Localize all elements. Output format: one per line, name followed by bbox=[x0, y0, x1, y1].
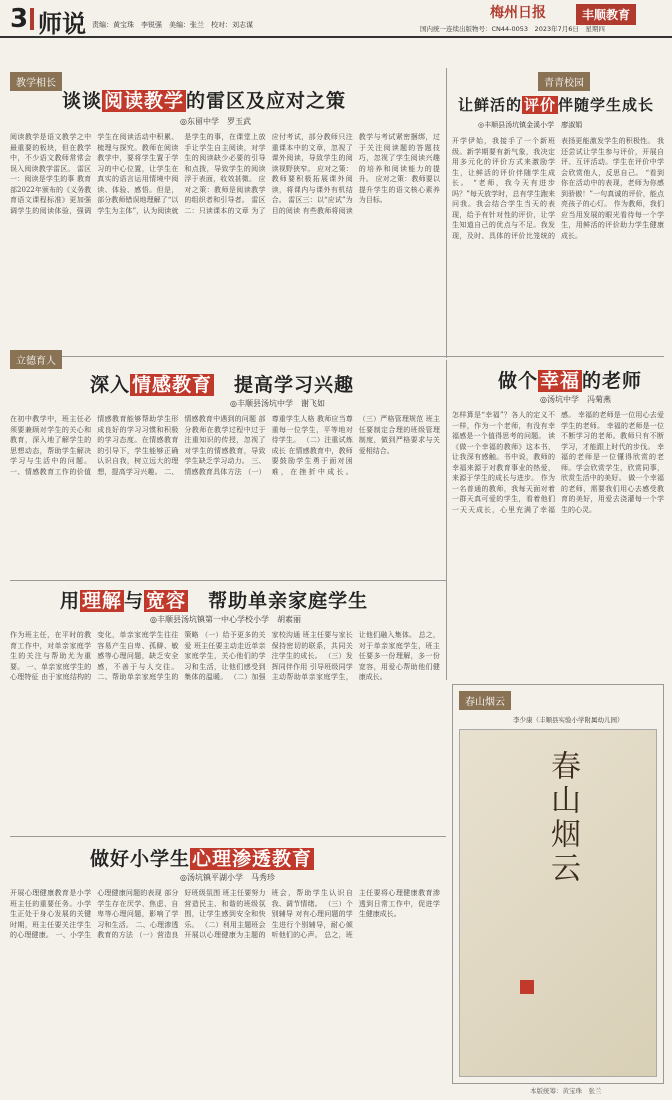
article5-body: 作为班主任，在平时的教育工作中，对单亲家庭学生的关注与帮助尤为重要。 一、单亲家庭学生的心理特征 由于家庭结构的变化，单亲家庭学生往往容易产生自卑、孤僻、敏感等心理问题，缺乏安全感，不善于与人交往。 二、帮助单亲家庭学生的策略 （一）给予更多的关爱 班主任要主动走近单亲家庭学生，关心他们的学习和生活，让他们感受到集体的温暖。 （二）加强家校沟通 班主任要与家长保持密切的联系，共同关注学生的成长。 （三）发挥同伴作用 引导班级同学主动帮助单亲家庭学生，让他们融入集体。 总之，对于单亲家庭学生，班主任要多一份理解，多一份宽容，用爱心帮助他们健康成长。 bbox=[10, 631, 440, 681]
calligraphy-text: 春山烟云 bbox=[545, 750, 580, 886]
article1-byline: ◎东留中学 罗玉武 bbox=[180, 117, 251, 126]
article5-title: 用 理解 与 宽容 帮助单亲家庭学生 bbox=[60, 590, 369, 612]
art-feature-box bbox=[452, 684, 664, 1084]
footer-credit: 本版统筹：黄宝珠 张兰 bbox=[530, 1087, 602, 1095]
article3-byline: ◎丰顺县汤坑中学 谢飞如 bbox=[230, 399, 325, 408]
section-divider bbox=[10, 356, 664, 357]
section-divider bbox=[10, 836, 446, 837]
article5-byline: ◎丰顺县汤坑镇第一中心学校小学 胡素丽 bbox=[150, 615, 301, 624]
section-title: 师说 bbox=[38, 10, 86, 38]
newspaper-brand: 梅州日报 bbox=[490, 5, 546, 21]
article2-title: 让鲜活的 评价 伴随学生成长 bbox=[458, 96, 655, 114]
issue-info: 国内统一连续出版物号：CN44-0053 2023年7月6日 星期四 bbox=[420, 25, 605, 33]
calligraphy-artwork bbox=[459, 729, 657, 1077]
column-divider bbox=[446, 68, 447, 358]
article4-byline: ◎汤坑中学 冯菊燕 bbox=[540, 395, 611, 404]
article2-body: 开学伊始，我接手了一个新班级。新学期要有新气象，我决定用多元化的评价方式来激励学生，让鲜活的评价伴随学生成长。 “老师，我今天有进步吗？”每天放学时，总有学生跑来问我。我会结合学生当天的表现，给予有针对性的评价，让学生知道自己的优点与不足。我发现，及时、具体的评价比笼统的表扬更能激发学生的积极性。 我还尝试让学生参与评价，开展自评、互评活动。学生在评价中学会欣赏他人，反思自己。 “看到你在活动中的表现，老师为你感到骄傲！”一句真诚的评价，能点亮孩子的心灯。 作为教师，我们应当用发展的眼光看待每一个学生，用鲜活的评价助力学生健康成长。 bbox=[452, 137, 664, 240]
article7-title: 做好小学生 心理渗透教育 bbox=[90, 848, 313, 870]
page-bar-divider bbox=[30, 8, 34, 30]
article3-tag: 立德育人 bbox=[10, 350, 62, 369]
article3-body: 在初中教学中，班主任必须要兼顾对学生的关心和教育，深入地了解学生的思想动态，帮助学生解决学习与生活中的问题。 一、情感教育工作的价值 情感教育能够帮助学生形成良好的学习习惯和积极的学习态度。在情感教育的引导下，学生能够正确认识自我，树立远大的理想，提高学习兴趣。 二、情感教育中遇到的问题 部分教师在教学过程中过于注重知识的传授，忽视了对学生的情感教育，导致学生缺乏学习动力。 三、情感教育具体方法 （一）尊重学生人格 教师应当尊重每一位学生，平等地对待学生。 （二）注重试炼成长 在情感教育中，教师要鼓励学生勇于面对困难，在挫折中成长。 （三）严格管理规范 班主任要制定合理的班级管理制度，做到严格要求与关爱相结合。 bbox=[10, 415, 440, 476]
section-divider bbox=[10, 580, 446, 581]
article2-byline: ◎丰顺县汤坑镇金溪小学 廖淑娟 bbox=[478, 121, 583, 129]
masthead bbox=[0, 0, 672, 38]
article4-title: 做个 幸福 的老师 bbox=[498, 370, 643, 392]
article3-title: 深入 情感教育 提高学习兴趣 bbox=[90, 374, 355, 396]
article7-body: 开展心理健康教育是小学班主任的重要任务。小学生正处于身心发展的关键时期，班主任要关注学生的心理健康。 一、小学生心理健康问题的表现 部分学生存在厌学、焦虑、自卑等心理问题，影响了学习和生活。 二、心理渗透教育的方法 （一）营造良好班级氛围 班主任要努力营造民主、和谐的班级氛围，让学生感到安全和快乐。 （二）利用主题班会 开展以心理健康为主题的班会，帮助学生认识自我、调节情绪。 （三）个别辅导 对有心理问题的学生进行个别辅导，耐心倾听他们的心声。 总之，班主任要将心理健康教育渗透到日常工作中，促进学生健康成长。 bbox=[10, 889, 440, 939]
article2-tag: 青青校园 bbox=[538, 72, 590, 91]
edition-badge: 丰顺教育 bbox=[576, 4, 636, 25]
article6-caption: 李少康（丰顺县实验小学附属幼儿园） bbox=[513, 716, 624, 724]
editors-line: 责编：黄宝珠 李锐强 美编：张兰 校对：刘志谋 bbox=[92, 21, 253, 29]
article7-byline: ◎汤坑镇平湖小学 马秀珍 bbox=[180, 873, 275, 882]
article6-tag: 春山烟云 bbox=[459, 691, 511, 710]
article1-title: 谈谈 阅读教学 的雷区及应对之策 bbox=[62, 90, 347, 112]
article4-body: 怎样算是“幸福”？各人的定义不一样，作为一个老师，有没有幸福感是一个值得思考的问题。 读《做一个幸福的教师》这本书，让我深有感触。书中说，教师的幸福来源于对教育事业的热爱，来源于学生的成长与进步。 作为一名普通的教师，我每天面对着一群天真可爱的学生，看着他们一天天成长，心里充满了幸福感。 幸福的老师是一位用心去爱学生的老师。 幸福的老师是一位不断学习的老师。教师只有不断学习，才能跟上时代的步伐。 幸福的老师是一位懂得欣赏的老师。学会欣赏学生，欣赏同事，欣赏生活中的美好。 做一个幸福的老师，需要我们用心去感受教育的美好，用爱去浇灌每一个学生的心灵。 bbox=[452, 411, 664, 514]
page-number: 3 bbox=[10, 4, 29, 34]
article1-tag: 教学相长 bbox=[10, 72, 62, 91]
column-divider bbox=[446, 360, 447, 680]
article1-body: 阅读教学是语文教学之中最重要的板块，但在教学中，不少语文教师常常会误入阅读教学雷区。 雷区一：阅读是学生的事 教育部2022年颁布的《义务教育语文课程标准》更加强调学生的阅读体验，强调学生在阅读活动中积累、梳理与探究。教师在阅读教学中，要将学生置于学习的中心位置，让学生在真实的语言运用情境中阅读、体验、感悟。但是，部分教师错误地理解了“以学生为主体”，认为阅读就是学生的事，在课堂上放手让学生自主阅读，对学生的阅读缺少必要的引导和点拨，导致学生的阅读浮于表面，收效甚微。 应对之策：教师是阅读教学的组织者和引导者。 雷区二：只读课本的文章 为了应付考试，部分教师只注重课本中的文章，忽视了课外阅读，导致学生的阅读视野狭窄。 应对之策：教师要积极拓展课外阅读，将课内与课外有机结合。 雷区三：以“应试”为目的阅读 有些教师将阅读教学与考试紧密捆绑，过于关注阅读题的答题技巧，忽视了学生阅读兴趣的培养和阅读能力的提升。 应对之策：教师要以提升学生的语文核心素养为目标。 bbox=[10, 133, 440, 215]
seal-stamp-icon bbox=[520, 980, 534, 994]
